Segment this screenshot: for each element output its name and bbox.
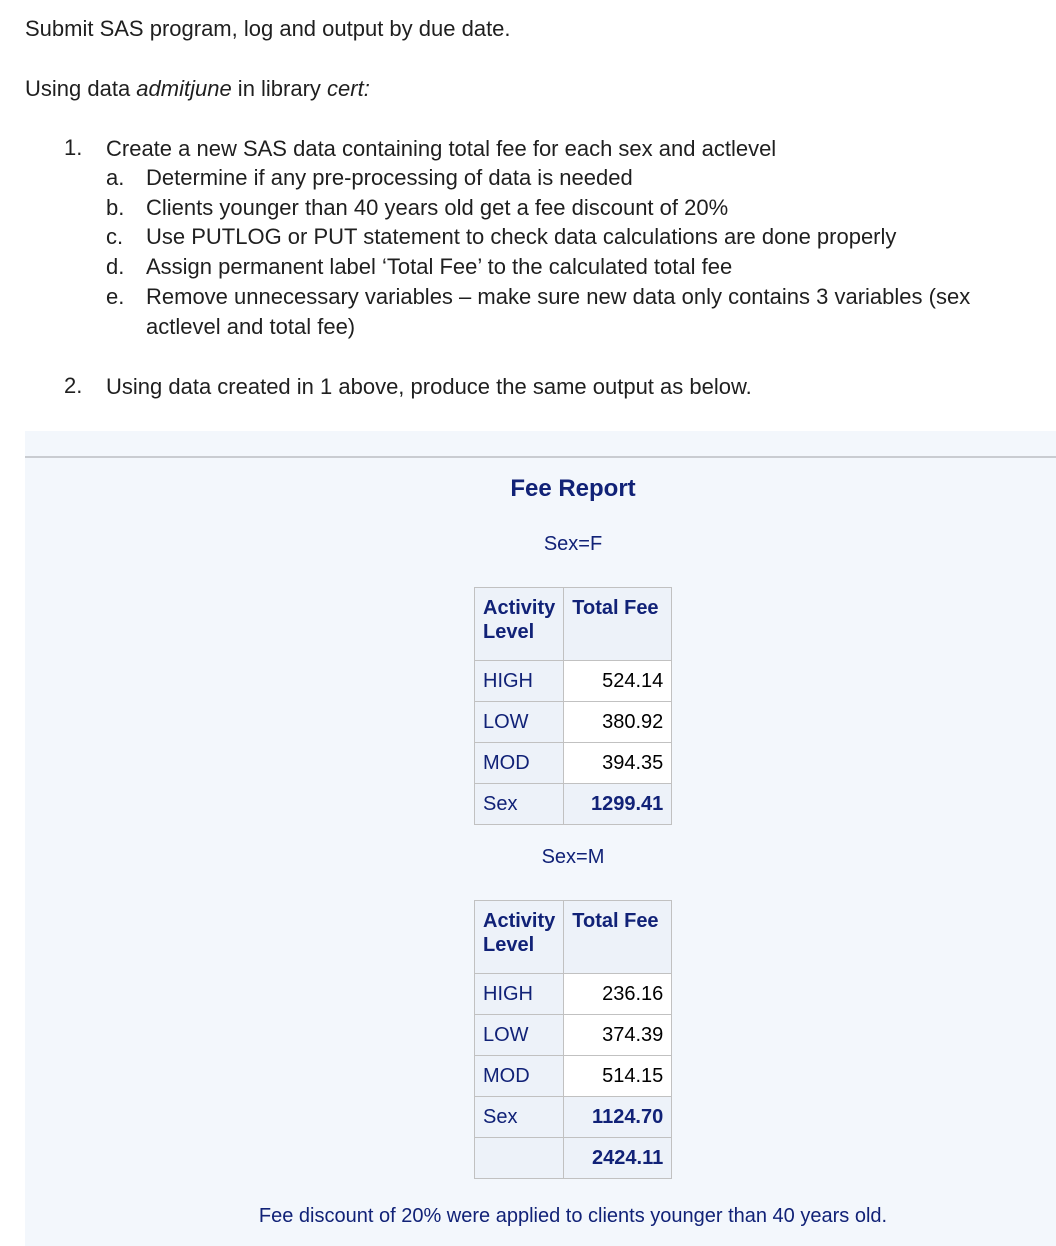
subitem-e-letter: e.	[106, 284, 125, 309]
subitem-d-letter: d.	[106, 254, 125, 279]
activity-level-cell: HIGH	[475, 661, 564, 702]
table-header-row	[475, 588, 672, 661]
table-row	[475, 661, 672, 702]
task-2-text: Using data created in 1 above, produce the same output as below.	[106, 374, 752, 399]
subitem-e-text-continued: actlevel and total fee)	[146, 314, 356, 339]
library-name: cert	[327, 76, 364, 101]
using-suffix: :	[363, 76, 370, 101]
output-divider	[25, 456, 1056, 458]
total-fee-cell: 514.15	[564, 1056, 672, 1097]
subitem-d-text: Assign permanent label ‘Total Fee’ to the calculated total fee	[146, 254, 733, 279]
activity-level-cell: MOD	[475, 743, 564, 784]
sas-output-panel	[25, 431, 1056, 1246]
subitem-c-text: Use PUTLOG or PUT statement to check data calculations are done properly	[146, 224, 897, 249]
activity-level-cell: LOW	[475, 1015, 564, 1056]
subitem-a-letter: a.	[106, 165, 125, 190]
total-fee-cell: 394.35	[564, 743, 672, 784]
task-1-number: 1.	[64, 135, 83, 160]
task-2-number: 2.	[64, 373, 83, 398]
table-header-row	[475, 901, 672, 974]
total-fee-cell: 524.14	[564, 661, 672, 702]
dataset-instruction	[25, 75, 370, 103]
grand-total-row	[475, 1138, 672, 1179]
subtotal-label: Sex	[475, 1097, 564, 1138]
fee-table-m	[474, 900, 672, 1179]
subtotal-label: Sex	[475, 784, 564, 825]
subitem-c-letter: c.	[106, 224, 124, 249]
subitem-b-letter: b.	[106, 195, 125, 220]
activity-level-cell: LOW	[475, 702, 564, 743]
report-footnote: Fee discount of 20% were applied to clients younger than 40 years old.	[258, 1205, 888, 1227]
subtotal-value: 1299.41	[564, 784, 672, 825]
submit-instruction: Submit SAS program, log and output by due date.	[25, 16, 511, 41]
activity-level-cell: HIGH	[475, 974, 564, 1015]
subtotal-row	[475, 784, 672, 825]
activity-level-cell: MOD	[475, 1056, 564, 1097]
table-row	[475, 1056, 672, 1097]
table-row	[475, 1015, 672, 1056]
table-row	[475, 974, 672, 1015]
col-header-activity-level: Activity Level	[475, 588, 564, 661]
total-fee-cell: 380.92	[564, 702, 672, 743]
using-prefix: Using data	[25, 76, 137, 101]
total-fee-cell: 374.39	[564, 1015, 672, 1056]
table-row	[475, 702, 672, 743]
grand-total-label	[475, 1138, 564, 1179]
col-header-total-fee: Total Fee	[564, 588, 672, 661]
col-header-activity-level: Activity Level	[475, 901, 564, 974]
table-row	[475, 743, 672, 784]
grand-total-value: 2424.11	[564, 1138, 672, 1179]
subitem-e-text: Remove unnecessary variables – make sure new data only contains 3 variables (sex	[146, 284, 971, 309]
task-1-text: Create a new SAS data containing total fee for each sex and actlevel	[106, 136, 777, 161]
by-group-m-label: Sex=M	[541, 846, 605, 868]
total-fee-cell: 236.16	[564, 974, 672, 1015]
subitem-b-text: Clients younger than 40 years old get a fee discount of 20%	[146, 195, 729, 220]
fee-table-f	[474, 587, 672, 825]
by-group-f-label: Sex=F	[543, 533, 603, 555]
using-mid: in library	[231, 76, 328, 101]
col-header-total-fee: Total Fee	[564, 901, 672, 974]
subitem-a-text: Determine if any pre-processing of data is needed	[146, 165, 633, 190]
dataset-name: admitjune	[136, 76, 232, 101]
report-title: Fee Report	[510, 475, 636, 502]
subtotal-value: 1124.70	[564, 1097, 672, 1138]
subtotal-row	[475, 1097, 672, 1138]
